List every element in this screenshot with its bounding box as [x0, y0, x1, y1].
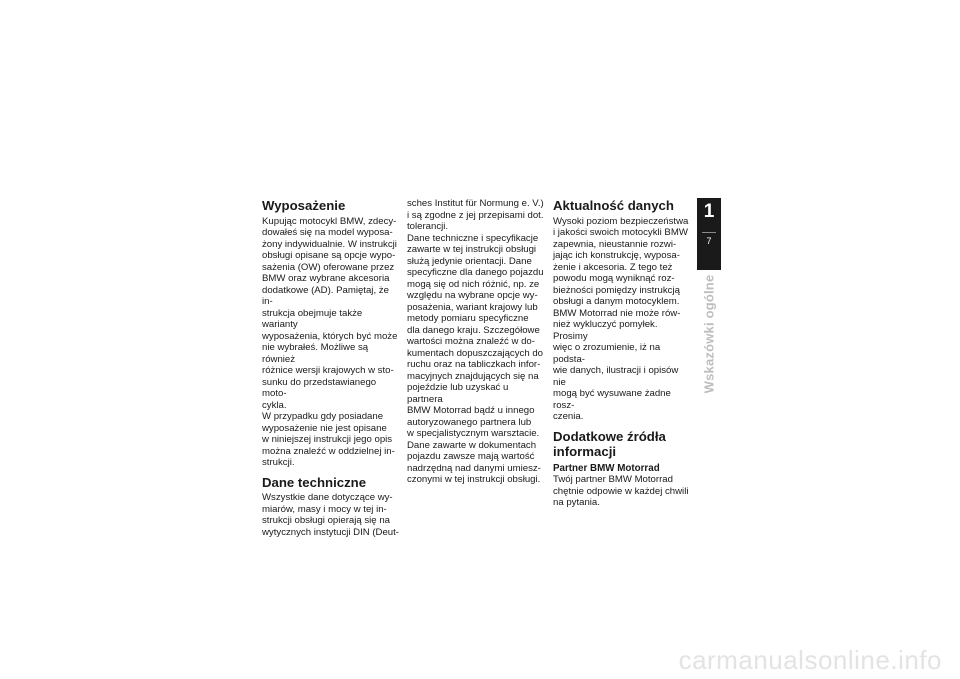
paragraph-dane-techniczne-continued: sches Institut für Normung e. V.) i są zgodne z jej przepisami dot. tolerancji. Dane techniczne i specyfikacje zawarte w tej instrukcji obsługi służą jedynie orientacji. Dane specyficzne dla danego pojazdu mogą się od nich różnić, np. ze względu na wybrane opcje wy- posażenia, wariant krajowy lub metody pomiaru specyficzne dla danego kraju. Szczegółowe wartości można znaleźć w do- kumentach dopuszczających do ruchu oraz na tabliczkach infor- macyjnych znajdujących się na pojeździe lub uzyskać u partnera BMW Motorrad bądź u innego autoryzowanego partnera lub w specjalistycznym warsztacie. Dane zawarte w dokumentach pojazdu zawsze mają wartość nadrzędną nad danymi umiesz- czonymi w tej instrukcji obsługi.: [407, 198, 544, 485]
heading-wyposazenie: Wyposażenie: [262, 198, 346, 213]
heading-dane-techniczne: Dane techniczne: [262, 474, 367, 490]
paragraph-partner: Twój partner BMW Motorrad chętnie odpowie w każdej chwili na pytania.: [553, 474, 689, 508]
chapter-number: 1: [703, 201, 715, 222]
paragraph-aktualnosc-danych: Wysoki poziom bezpieczeństwa i jakości swoich motocykli BMW zapewnia, nieustannie rozwi- jając ich konstrukcję, wyposa- żenie i akcesoria. Z tego też powodu mogą wyniknąć roz- bieżności pomiędzy instrukcją obsługi a danym motocyklem. BMW Motorrad nie może rów- nież wykluczyć pomyłek. Prosimy więc o zrozumienie, iż na podsta- wie danych, ilustracji i opisów nie mogą być wysuwane żadne rosz- czenia.: [553, 215, 689, 422]
paragraph-wyposazenie: Kupując motocykl BMW, zdecy- dowałeś się na model wyposa- żony indywidualnie. W instrukcji obsługi opisane są opcje wypo- sażenia (OW) oferowane przez BMW oraz wybrane akcesoria dodatkowe (AD). Pamiętaj, że in- strukcja obejmuje także warianty wyposażenia, których być może nie wybrałeś. Możliwe są również różnice wersji krajowych w sto- sunku do przedstawianego moto- cykla. W przypadku gdy posiadane wyposażenie nie jest opisane w niniejszej instrukcji jego opis można znaleźć w oddzielnej in- strukcji.: [262, 215, 398, 468]
text-column-3: [553, 198, 690, 509]
watermark-text: carmanualsonline.info: [678, 645, 942, 675]
chapter-side-label: Wskazówki ogólne: [701, 274, 717, 394]
heading-dodatkowe-zrodla: Dodatkowe źródła informacji: [553, 428, 666, 459]
text-column-2: [407, 198, 544, 486]
page-number: 7: [706, 236, 712, 246]
subheading-partner: Partner BMW Motorrad: [553, 462, 660, 474]
chapter-tab-divider: [702, 232, 716, 233]
paragraph-dane-techniczne: Wszystkie dane dotyczące wy- miarów, masy i mocy w tej in- strukcji obsługi opierają się na wytycznych instytucji DIN (Deut-: [262, 492, 400, 538]
heading-aktualnosc-danych: Aktualność danych: [553, 198, 674, 213]
text-column-1: [262, 198, 399, 538]
chapter-tab: [697, 198, 721, 270]
